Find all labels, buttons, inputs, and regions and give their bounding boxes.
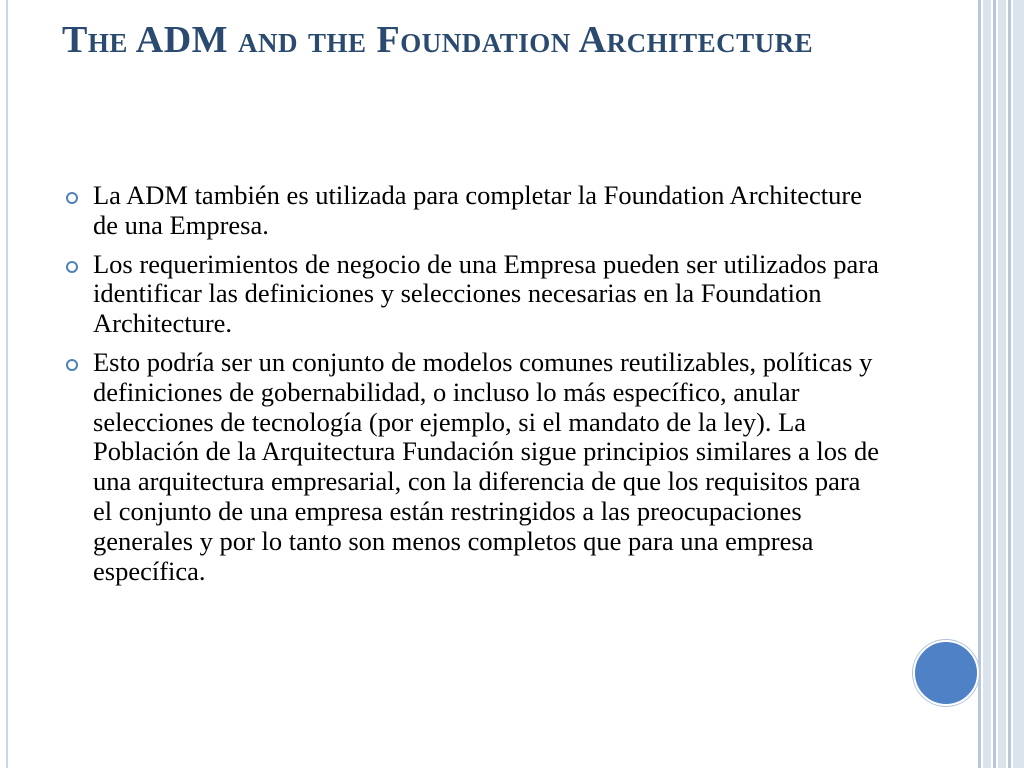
bullet-list bbox=[62, 181, 882, 595]
decorative-stripe bbox=[978, 0, 981, 768]
decorative-stripe bbox=[998, 0, 1006, 768]
bullet-text: La ADM también es utilizada para completar la Foundation Architecture de una Empresa. bbox=[93, 180, 862, 240]
bullet-circle-icon bbox=[66, 192, 78, 204]
decorative-stripe bbox=[1013, 0, 1024, 768]
decorative-stripe bbox=[1008, 0, 1011, 768]
decorative-stripe bbox=[983, 0, 991, 768]
bullet-circle-icon bbox=[66, 261, 78, 273]
decorative-circle bbox=[913, 640, 979, 706]
bullet-item bbox=[62, 250, 882, 339]
bullet-item bbox=[62, 181, 882, 241]
bullet-item bbox=[62, 348, 882, 586]
decorative-stripe bbox=[993, 0, 996, 768]
left-border bbox=[6, 0, 8, 768]
bullet-circle-icon bbox=[66, 359, 78, 371]
slide-title: The ADM and the Foundation Architecture bbox=[62, 19, 814, 61]
bullet-text: Los requerimientos de negocio de una Empresa pueden ser utilizados para identificar las definiciones y selecciones necesarias en la Foundation Architecture. bbox=[93, 248, 879, 339]
bullet-text: Esto podría ser un conjunto de modelos comunes reutilizables, políticas y definiciones de gobernabilidad, o incluso lo más específico, anular selecciones de tecnología (por ejemplo, si el mandato de la ley). La Población de la Arquitectura Fundación sigue principios similares a los de una arquitectura empresarial, con la diferencia de que los requisitos para el conjunto de una empresa están restringidos a las preocupaciones generales y por lo tanto son menos completos que para una empresa específica. bbox=[93, 346, 879, 586]
